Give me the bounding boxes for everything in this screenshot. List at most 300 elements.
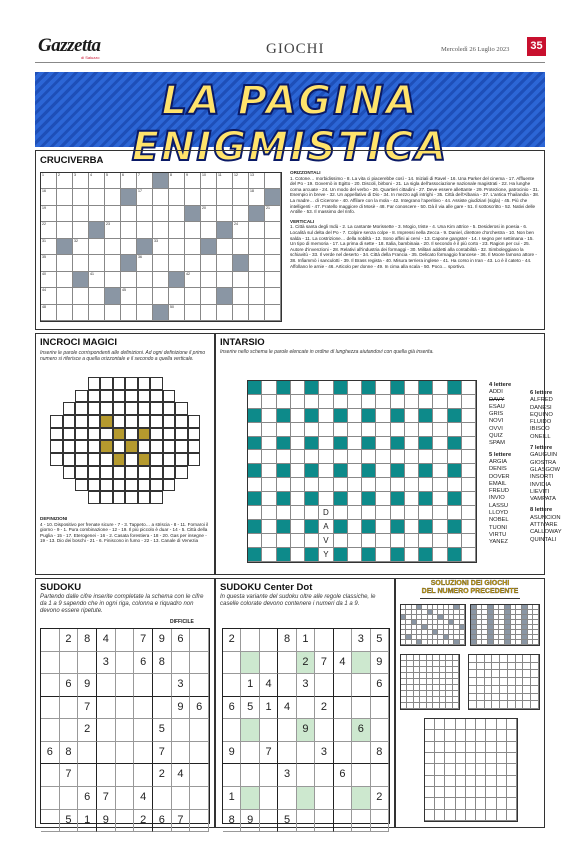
intarsio-cell[interactable] <box>319 506 333 520</box>
intarsio-cell[interactable] <box>376 548 390 562</box>
sudoku-grid[interactable] <box>40 628 210 824</box>
sudoku-cell[interactable] <box>352 697 370 720</box>
crossword-cell[interactable] <box>265 272 281 288</box>
crossword-cell[interactable] <box>57 305 73 321</box>
intarsio-cell[interactable] <box>433 437 447 451</box>
intarsio-cell[interactable] <box>305 506 319 520</box>
intarsio-cell[interactable] <box>319 520 333 534</box>
crossword-cell[interactable] <box>121 222 137 238</box>
sudoku-cell[interactable] <box>172 742 191 765</box>
crossword-grid[interactable] <box>40 172 282 322</box>
intarsio-cell[interactable] <box>291 423 305 437</box>
intarsio-cell[interactable] <box>405 506 419 520</box>
intarsio-cell[interactable] <box>348 381 362 395</box>
sudoku-cell[interactable] <box>223 674 241 697</box>
sudoku-cell[interactable] <box>352 810 370 833</box>
crossword-cell[interactable] <box>249 288 265 304</box>
crossword-cell[interactable] <box>41 206 57 222</box>
crossword-cell[interactable] <box>249 173 265 189</box>
intarsio-cell[interactable] <box>462 506 476 520</box>
intarsio-cell[interactable] <box>348 437 362 451</box>
sudoku-cd-grid[interactable] <box>222 628 390 824</box>
intarsio-cell[interactable] <box>319 381 333 395</box>
intarsio-cell[interactable] <box>277 534 291 548</box>
sudoku-cell[interactable] <box>315 787 333 810</box>
sudoku-cell[interactable] <box>116 697 135 720</box>
crossword-cell[interactable] <box>185 189 201 205</box>
sudoku-cell[interactable] <box>241 787 259 810</box>
crossword-cell[interactable] <box>57 222 73 238</box>
sudoku-cell[interactable] <box>153 697 172 720</box>
intarsio-cell[interactable] <box>291 409 305 423</box>
incroci-grid[interactable] <box>50 377 200 504</box>
sudoku-cell[interactable] <box>41 629 60 652</box>
sudoku-cell[interactable] <box>172 787 191 810</box>
intarsio-cell[interactable] <box>319 423 333 437</box>
sudoku-cell[interactable] <box>278 719 296 742</box>
incroci-cell[interactable] <box>163 466 176 479</box>
intarsio-cell[interactable] <box>376 534 390 548</box>
intarsio-cell[interactable] <box>262 450 276 464</box>
crossword-cell[interactable] <box>89 255 105 271</box>
crossword-cell[interactable] <box>89 189 105 205</box>
intarsio-cell[interactable] <box>334 395 348 409</box>
sudoku-cell[interactable] <box>297 742 315 765</box>
crossword-cell[interactable] <box>233 239 249 255</box>
crossword-cell[interactable] <box>169 288 185 304</box>
crossword-cell[interactable] <box>89 173 105 189</box>
incroci-cell[interactable] <box>125 453 138 466</box>
crossword-cell[interactable] <box>153 206 169 222</box>
crossword-cell[interactable] <box>233 272 249 288</box>
intarsio-cell[interactable] <box>319 492 333 506</box>
intarsio-cell[interactable] <box>291 450 305 464</box>
crossword-cell[interactable] <box>265 239 281 255</box>
intarsio-cell[interactable] <box>262 409 276 423</box>
incroci-cell[interactable] <box>138 402 151 415</box>
intarsio-cell[interactable] <box>348 492 362 506</box>
intarsio-cell[interactable] <box>405 437 419 451</box>
intarsio-cell[interactable] <box>448 450 462 464</box>
sudoku-cell[interactable] <box>41 697 60 720</box>
intarsio-cell[interactable] <box>305 478 319 492</box>
incroci-cell[interactable] <box>63 428 76 441</box>
crossword-cell[interactable] <box>105 206 121 222</box>
intarsio-cell[interactable] <box>334 478 348 492</box>
incroci-cell[interactable] <box>88 479 101 492</box>
intarsio-cell[interactable] <box>433 534 447 548</box>
crossword-cell[interactable] <box>57 206 73 222</box>
incroci-cell[interactable] <box>125 491 138 504</box>
intarsio-cell[interactable] <box>262 520 276 534</box>
crossword-cell[interactable] <box>89 239 105 255</box>
sudoku-cell[interactable] <box>260 719 278 742</box>
sudoku-cell[interactable] <box>116 742 135 765</box>
crossword-cell[interactable] <box>105 239 121 255</box>
intarsio-cell[interactable] <box>305 534 319 548</box>
intarsio-cell[interactable] <box>348 423 362 437</box>
crossword-cell[interactable] <box>185 255 201 271</box>
incroci-cell[interactable] <box>63 453 76 466</box>
sudoku-cell[interactable] <box>190 629 209 652</box>
sudoku-cell[interactable] <box>97 674 116 697</box>
sudoku-cell[interactable] <box>278 742 296 765</box>
incroci-cell[interactable] <box>175 453 188 466</box>
crossword-cell[interactable] <box>169 255 185 271</box>
incroci-cell[interactable] <box>63 402 76 415</box>
incroci-cell[interactable] <box>175 415 188 428</box>
crossword-cell[interactable] <box>233 173 249 189</box>
intarsio-cell[interactable] <box>433 492 447 506</box>
intarsio-cell[interactable] <box>362 478 376 492</box>
incroci-cell[interactable] <box>88 440 101 453</box>
incroci-cell[interactable] <box>150 415 163 428</box>
crossword-cell[interactable] <box>249 305 265 321</box>
intarsio-cell[interactable] <box>262 506 276 520</box>
crossword-cell[interactable] <box>249 255 265 271</box>
incroci-cell[interactable] <box>188 440 201 453</box>
intarsio-cell[interactable] <box>376 381 390 395</box>
sudoku-cell[interactable] <box>190 719 209 742</box>
incroci-cell[interactable] <box>150 402 163 415</box>
incroci-cell[interactable] <box>63 415 76 428</box>
crossword-cell[interactable] <box>201 255 217 271</box>
intarsio-cell[interactable] <box>419 478 433 492</box>
sudoku-cell[interactable] <box>315 719 333 742</box>
crossword-cell[interactable] <box>105 189 121 205</box>
incroci-cell[interactable] <box>125 415 138 428</box>
crossword-cell[interactable] <box>265 206 281 222</box>
incroci-cell[interactable] <box>75 453 88 466</box>
intarsio-cell[interactable] <box>262 381 276 395</box>
incroci-cell[interactable] <box>175 402 188 415</box>
intarsio-cell[interactable] <box>448 534 462 548</box>
crossword-cell[interactable] <box>233 206 249 222</box>
incroci-cell[interactable] <box>175 466 188 479</box>
incroci-cell[interactable] <box>88 377 101 390</box>
intarsio-cell[interactable] <box>291 534 305 548</box>
incroci-cell[interactable] <box>88 390 101 403</box>
sudoku-cell[interactable] <box>97 764 116 787</box>
intarsio-cell[interactable] <box>291 464 305 478</box>
crossword-cell[interactable] <box>233 189 249 205</box>
crossword-cell[interactable] <box>57 173 73 189</box>
crossword-cell[interactable] <box>73 189 89 205</box>
intarsio-cell[interactable] <box>277 423 291 437</box>
intarsio-cell[interactable] <box>376 464 390 478</box>
crossword-cell[interactable] <box>73 305 89 321</box>
incroci-cell[interactable] <box>113 402 126 415</box>
crossword-cell[interactable] <box>169 173 185 189</box>
intarsio-cell[interactable] <box>319 409 333 423</box>
incroci-cell[interactable] <box>100 466 113 479</box>
sudoku-cell[interactable] <box>223 652 241 675</box>
intarsio-cell[interactable] <box>433 478 447 492</box>
incroci-cell[interactable] <box>163 440 176 453</box>
sudoku-cell[interactable] <box>41 810 60 833</box>
intarsio-cell[interactable] <box>277 478 291 492</box>
incroci-cell[interactable] <box>125 440 138 453</box>
crossword-cell[interactable] <box>137 189 153 205</box>
intarsio-cell[interactable] <box>448 478 462 492</box>
sudoku-cell[interactable] <box>41 764 60 787</box>
crossword-cell[interactable] <box>73 239 89 255</box>
incroci-cell[interactable] <box>75 440 88 453</box>
intarsio-cell[interactable] <box>405 381 419 395</box>
sudoku-cell[interactable] <box>153 674 172 697</box>
crossword-cell[interactable] <box>249 189 265 205</box>
crossword-cell[interactable] <box>57 288 73 304</box>
incroci-cell[interactable] <box>150 377 163 390</box>
intarsio-cell[interactable] <box>433 381 447 395</box>
crossword-cell[interactable] <box>137 206 153 222</box>
crossword-cell[interactable] <box>217 272 233 288</box>
crossword-cell[interactable] <box>41 288 57 304</box>
crossword-cell[interactable] <box>57 189 73 205</box>
intarsio-cell[interactable] <box>405 548 419 562</box>
sudoku-cell[interactable] <box>352 652 370 675</box>
incroci-cell[interactable] <box>150 428 163 441</box>
incroci-cell[interactable] <box>188 428 201 441</box>
intarsio-cell[interactable] <box>305 450 319 464</box>
intarsio-cell[interactable] <box>262 492 276 506</box>
intarsio-cell[interactable] <box>248 395 262 409</box>
intarsio-cell[interactable] <box>291 520 305 534</box>
incroci-cell[interactable] <box>50 453 63 466</box>
incroci-cell[interactable] <box>125 466 138 479</box>
intarsio-cell[interactable] <box>391 423 405 437</box>
crossword-cell[interactable] <box>89 206 105 222</box>
incroci-cell[interactable] <box>88 491 101 504</box>
crossword-cell[interactable] <box>73 222 89 238</box>
intarsio-cell[interactable] <box>448 506 462 520</box>
incroci-cell[interactable] <box>138 428 151 441</box>
incroci-cell[interactable] <box>100 491 113 504</box>
intarsio-cell[interactable] <box>348 395 362 409</box>
intarsio-cell[interactable] <box>334 506 348 520</box>
incroci-cell[interactable] <box>100 479 113 492</box>
incroci-cell[interactable] <box>138 453 151 466</box>
incroci-cell[interactable] <box>150 390 163 403</box>
incroci-cell[interactable] <box>113 428 126 441</box>
intarsio-cell[interactable] <box>248 534 262 548</box>
intarsio-cell[interactable] <box>433 464 447 478</box>
intarsio-cell[interactable] <box>362 450 376 464</box>
incroci-cell[interactable] <box>88 402 101 415</box>
intarsio-cell[interactable] <box>319 464 333 478</box>
incroci-cell[interactable] <box>75 466 88 479</box>
intarsio-cell[interactable] <box>376 450 390 464</box>
intarsio-cell[interactable] <box>277 506 291 520</box>
intarsio-cell[interactable] <box>319 548 333 562</box>
sudoku-cell[interactable] <box>297 787 315 810</box>
incroci-cell[interactable] <box>113 491 126 504</box>
intarsio-cell[interactable] <box>433 520 447 534</box>
intarsio-cell[interactable] <box>262 548 276 562</box>
intarsio-cell[interactable] <box>405 478 419 492</box>
sudoku-cell[interactable] <box>260 787 278 810</box>
sudoku-cell[interactable] <box>97 742 116 765</box>
intarsio-cell[interactable] <box>291 395 305 409</box>
intarsio-cell[interactable] <box>362 506 376 520</box>
crossword-cell[interactable] <box>105 173 121 189</box>
crossword-cell[interactable] <box>73 288 89 304</box>
intarsio-cell[interactable] <box>362 534 376 548</box>
intarsio-cell[interactable] <box>462 409 476 423</box>
intarsio-grid[interactable] <box>247 380 477 563</box>
sudoku-cell[interactable] <box>116 674 135 697</box>
incroci-cell[interactable] <box>100 402 113 415</box>
sudoku-cell[interactable] <box>352 787 370 810</box>
intarsio-cell[interactable] <box>291 506 305 520</box>
crossword-cell[interactable] <box>121 288 137 304</box>
intarsio-cell[interactable] <box>362 395 376 409</box>
intarsio-cell[interactable] <box>405 520 419 534</box>
incroci-cell[interactable] <box>138 377 151 390</box>
crossword-cell[interactable] <box>89 272 105 288</box>
crossword-cell[interactable] <box>137 288 153 304</box>
crossword-cell[interactable] <box>265 288 281 304</box>
sudoku-cell[interactable] <box>260 810 278 833</box>
incroci-cell[interactable] <box>188 415 201 428</box>
sudoku-cell[interactable] <box>190 652 209 675</box>
incroci-cell[interactable] <box>113 466 126 479</box>
crossword-cell[interactable] <box>185 272 201 288</box>
intarsio-cell[interactable] <box>319 478 333 492</box>
crossword-cell[interactable] <box>105 255 121 271</box>
intarsio-cell[interactable] <box>376 478 390 492</box>
incroci-cell[interactable] <box>138 390 151 403</box>
intarsio-cell[interactable] <box>433 409 447 423</box>
incroci-cell[interactable] <box>100 428 113 441</box>
crossword-cell[interactable] <box>265 222 281 238</box>
crossword-cell[interactable] <box>249 239 265 255</box>
intarsio-cell[interactable] <box>362 423 376 437</box>
crossword-cell[interactable] <box>121 272 137 288</box>
crossword-cell[interactable] <box>185 222 201 238</box>
intarsio-cell[interactable] <box>419 534 433 548</box>
intarsio-cell[interactable] <box>419 450 433 464</box>
intarsio-cell[interactable] <box>405 395 419 409</box>
intarsio-cell[interactable] <box>319 534 333 548</box>
incroci-cell[interactable] <box>125 428 138 441</box>
incroci-cell[interactable] <box>125 479 138 492</box>
sudoku-cell[interactable] <box>134 719 153 742</box>
crossword-cell[interactable] <box>185 173 201 189</box>
sudoku-cell[interactable] <box>241 742 259 765</box>
intarsio-cell[interactable] <box>376 409 390 423</box>
crossword-cell[interactable] <box>201 206 217 222</box>
intarsio-cell[interactable] <box>291 381 305 395</box>
crossword-cell[interactable] <box>153 288 169 304</box>
incroci-cell[interactable] <box>188 453 201 466</box>
crossword-cell[interactable] <box>249 272 265 288</box>
intarsio-cell[interactable] <box>433 395 447 409</box>
crossword-cell[interactable] <box>185 305 201 321</box>
incroci-cell[interactable] <box>113 390 126 403</box>
sudoku-cell[interactable] <box>241 652 259 675</box>
incroci-cell[interactable] <box>75 428 88 441</box>
intarsio-cell[interactable] <box>405 464 419 478</box>
incroci-cell[interactable] <box>75 390 88 403</box>
incroci-cell[interactable] <box>163 428 176 441</box>
incroci-cell[interactable] <box>163 453 176 466</box>
intarsio-cell[interactable] <box>462 548 476 562</box>
intarsio-cell[interactable] <box>405 450 419 464</box>
intarsio-cell[interactable] <box>405 534 419 548</box>
sudoku-cell[interactable] <box>334 674 352 697</box>
intarsio-cell[interactable] <box>334 450 348 464</box>
incroci-cell[interactable] <box>113 415 126 428</box>
sudoku-cell[interactable] <box>334 697 352 720</box>
sudoku-cell[interactable] <box>352 742 370 765</box>
intarsio-cell[interactable] <box>376 437 390 451</box>
incroci-cell[interactable] <box>75 415 88 428</box>
intarsio-cell[interactable] <box>462 381 476 395</box>
intarsio-cell[interactable] <box>462 437 476 451</box>
intarsio-cell[interactable] <box>319 450 333 464</box>
crossword-cell[interactable] <box>153 272 169 288</box>
incroci-cell[interactable] <box>113 377 126 390</box>
intarsio-cell[interactable] <box>319 395 333 409</box>
sudoku-cell[interactable] <box>116 719 135 742</box>
incroci-cell[interactable] <box>100 390 113 403</box>
intarsio-cell[interactable] <box>262 437 276 451</box>
sudoku-cell[interactable] <box>334 742 352 765</box>
crossword-cell[interactable] <box>121 305 137 321</box>
sudoku-cell[interactable] <box>315 629 333 652</box>
intarsio-cell[interactable] <box>348 534 362 548</box>
intarsio-cell[interactable] <box>277 395 291 409</box>
sudoku-cell[interactable] <box>371 764 389 787</box>
sudoku-cell[interactable] <box>78 652 97 675</box>
intarsio-cell[interactable] <box>376 506 390 520</box>
sudoku-cell[interactable] <box>371 697 389 720</box>
crossword-cell[interactable] <box>121 206 137 222</box>
intarsio-cell[interactable] <box>419 506 433 520</box>
sudoku-cell[interactable] <box>371 810 389 833</box>
intarsio-cell[interactable] <box>462 478 476 492</box>
crossword-cell[interactable] <box>233 288 249 304</box>
crossword-cell[interactable] <box>137 255 153 271</box>
incroci-cell[interactable] <box>75 402 88 415</box>
sudoku-cell[interactable] <box>315 810 333 833</box>
incroci-cell[interactable] <box>50 428 63 441</box>
sudoku-cell[interactable] <box>315 674 333 697</box>
crossword-cell[interactable] <box>41 222 57 238</box>
incroci-cell[interactable] <box>100 440 113 453</box>
intarsio-cell[interactable] <box>391 534 405 548</box>
intarsio-cell[interactable] <box>391 450 405 464</box>
intarsio-cell[interactable] <box>391 506 405 520</box>
sudoku-cell[interactable] <box>278 674 296 697</box>
sudoku-cell[interactable] <box>60 697 79 720</box>
intarsio-cell[interactable] <box>433 548 447 562</box>
intarsio-cell[interactable] <box>405 423 419 437</box>
incroci-cell[interactable] <box>88 466 101 479</box>
incroci-cell[interactable] <box>63 466 76 479</box>
sudoku-cell[interactable] <box>41 719 60 742</box>
intarsio-cell[interactable] <box>448 423 462 437</box>
sudoku-cell[interactable] <box>260 764 278 787</box>
crossword-cell[interactable] <box>217 239 233 255</box>
crossword-cell[interactable] <box>89 305 105 321</box>
incroci-cell[interactable] <box>163 402 176 415</box>
crossword-cell[interactable] <box>169 189 185 205</box>
incroci-cell[interactable] <box>113 440 126 453</box>
sudoku-cell[interactable] <box>134 742 153 765</box>
crossword-cell[interactable] <box>169 239 185 255</box>
